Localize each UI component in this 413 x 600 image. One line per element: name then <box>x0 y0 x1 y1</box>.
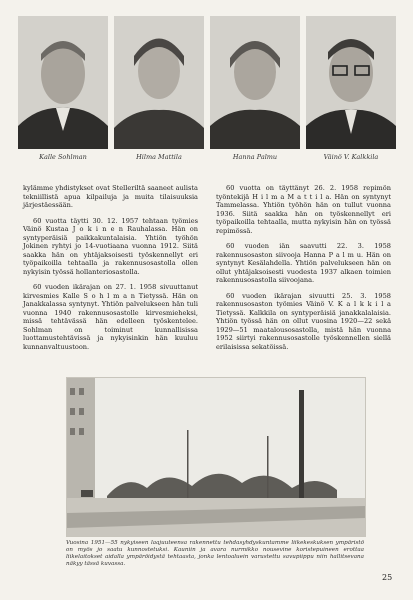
portrait-photo <box>114 16 204 149</box>
paragraph: 60 vuoden ikärajan on 27. 1. 1958 sivuuttanut kirvesmies Kalle S o h l m a n Tietyssä. Hän on Janakkalassa syntynyt. Yhtiön palvelukseen hän tuli vuonna 1940 rakennusosastolle kirvesmieheksi, missä tehtävässä hän edelleen työskentelee. Sohlman on toiminut kunnallisissa luottamustehtävissä ja nykyisinkin hän kuuluu kunnanvaltuustoon. <box>23 283 198 351</box>
left-text-column <box>23 184 198 358</box>
portrait-hanna-palmu <box>210 16 300 161</box>
portrait-photo <box>210 16 300 149</box>
photo-caption: Vuosina 1951—55 nykyiseen laajuuteensa rakennettu tehdasyhdyskuntamme liikekeskuksen ympäristö on myös jo saatu kunnostetuksi. Kauniin ja avara nurmikko nousevine koristepuineen erottaa liikelaitokset aidalla ympäröidystä tehtaasta, jonka lentoaluein varustettu savupiippu niin hallitsevana näkyy tässä kuvassa. <box>66 540 364 567</box>
paragraph: 60 vuotta täytti 30. 12. 1957 tehtaan työmies Väinö Kustaa J o k i n e n Rauhalassa. Hän on syntyperäisiä paikkakuntalaisia. Yhtiön työhön Jokinen ryhtyi jo 14-vuotiaana vuonna 1912. Siitä saakka hän on yhtäjaksoisesti työskennellyt eri työpaikoilla tehtaalla ja rakennusosastolla ollen nykyisin työssä hollanteriosastolla. <box>23 216 198 276</box>
page-number: 25 <box>382 573 393 582</box>
portrait-photo <box>18 16 108 149</box>
portrait-photo <box>306 16 396 149</box>
right-text-column <box>216 184 391 358</box>
paragraph: 60 vuoden iän saavutti 22. 3. 1958 rakennusosaston siivooja Hanna P a l m u. Hän on syntynyt Kesälahdella. Yhtiön palvelukseen hän on ollut yhtäjaksoisesti vuodesta 1937 alkaen toimien rakennusosastolla siivoojana. <box>216 242 391 284</box>
portrait-caption: Hanna Palmu <box>232 153 278 161</box>
portrait-caption: Väinö V. Kalkkila <box>323 153 379 161</box>
portrait-caption: Kalle Sohlman <box>39 153 87 161</box>
town-center-photo <box>66 377 366 537</box>
portrait-vaino-kalkkila <box>306 16 396 161</box>
paragraph: 60 vuoden ikärajan sivuutti 25. 3. 1958 rakennusosaston työmies Väinö V. K a l k k i l a Tietyssä. Kalkkila on syntyperäisiä janakkalalaisia. Yhtiön työssä hän on ollut vuosina 1920—22 sekä 1929—51 maatalousosastolla, mistä hän vuonna 1952 siirtyi rakennusosastolle työskennellen siellä erilaisissa sekatöissä. <box>216 291 391 351</box>
portrait-row <box>18 16 396 166</box>
portrait-caption: Hilma Mattila <box>136 153 182 161</box>
paragraph: kylämme yhdistykset ovat Stelleriltä saaneet aulista tekniillistä apua kilpailuja ja muita tilaisuuksia järjestäessään. <box>23 184 198 209</box>
portrait-kalle-sohlman <box>18 16 108 161</box>
paragraph: 60 vuotta on täyttänyt 26. 2. 1958 repimön työntekijä H i l m a M a t t i l a. Hän on syntynyt Tammelassa. Yhtiön työhön hän on tullut vuonna 1936. Siitä saakka hän on työskennellyt eri työpaikoilla tehtaalla, mutta nykyisin hän on työssä repimössä. <box>216 184 391 235</box>
portrait-hilma-mattila <box>114 16 204 161</box>
